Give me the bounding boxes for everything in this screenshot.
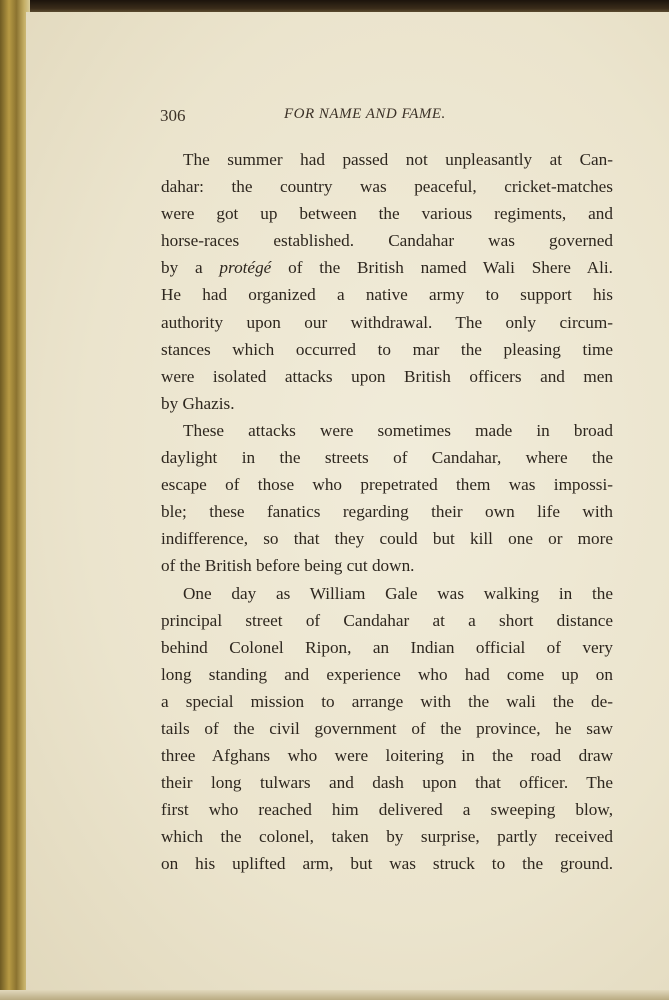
text-line: The summer had passed not unpleasantly at Can-	[183, 150, 613, 169]
text-line: escape of those who prepetrated them was impossi-	[161, 475, 613, 495]
text-line: horse-races established. Candahar was governed	[161, 231, 613, 251]
body-text	[161, 146, 613, 878]
page-number: 306	[160, 106, 186, 125]
text-line: ble; these fanatics regarding their own life with	[161, 502, 613, 522]
text-line	[161, 254, 613, 281]
text-line: of the British before being cut down.	[161, 556, 415, 576]
text-line: first who reached him delivered a sweeping blow,	[161, 800, 613, 820]
text-line: were got up between the various regiments, and	[161, 204, 613, 224]
text-line: their long tulwars and dash upon that officer. The	[161, 773, 613, 793]
text-line: dahar: the country was peaceful, cricket-matches	[161, 177, 613, 197]
text-line: on his uplifted arm, but was struck to the ground.	[161, 854, 613, 874]
italic-word: protégé	[219, 258, 272, 278]
running-head: FOR NAME AND FAME.	[284, 106, 446, 122]
text-line: a special mission to arrange with the wali the de-	[161, 691, 613, 711]
page-bottom-edge	[0, 990, 669, 1000]
text-fragment: of the British named Wali Shere Ali.	[271, 258, 613, 278]
text-line: indifference, so that they could but kill one or more	[161, 529, 613, 549]
page-header	[160, 106, 620, 130]
text-line: He had organized a native army to support his	[161, 285, 613, 305]
text-line: behind Colonel Ripon, an Indian official of very	[161, 637, 613, 657]
text-line: tails of the civil government of the province, he saw	[161, 718, 613, 738]
text-line: by Ghazis.	[161, 393, 235, 413]
text-line: One day as William Gale was walking in the	[183, 583, 613, 603]
text-line: principal street of Candahar at a short distance	[161, 610, 613, 630]
text-line: which the colonel, taken by surprise, partly received	[161, 827, 613, 847]
text-line: were isolated attacks upon British officers and men	[161, 366, 613, 386]
text-fragment: by a	[161, 258, 220, 278]
text-line: three Afghans who were loitering in the road draw	[161, 746, 613, 766]
text-line: authority upon our withdrawal. The only circum-	[161, 312, 613, 332]
text-line: daylight in the streets of Candahar, where the	[161, 448, 613, 468]
text-line: long standing and experience who had come up on	[161, 664, 613, 684]
text-line: stances which occurred to mar the pleasing time	[161, 339, 613, 359]
text-line: These attacks were sometimes made in broad	[183, 420, 613, 440]
